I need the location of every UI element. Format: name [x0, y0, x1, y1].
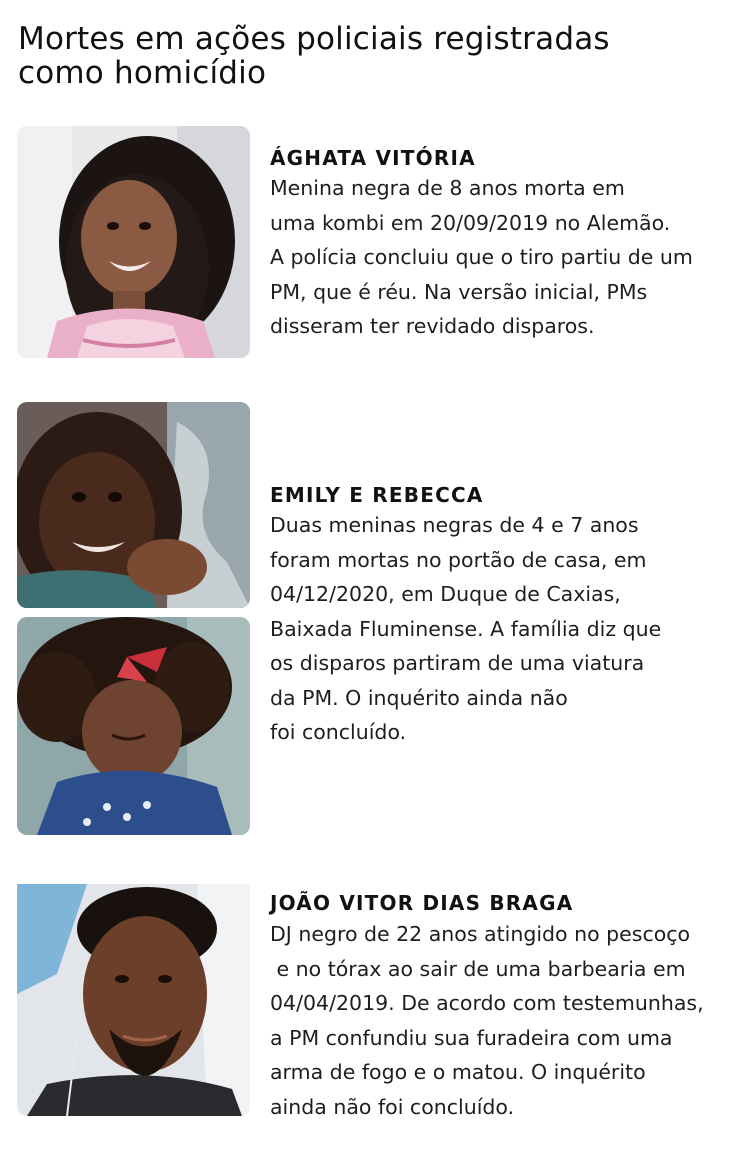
case-text-line: ainda não foi concluído. [270, 1094, 515, 1119]
case-text-line: DJ negro de 22 anos atingido no pescoço [270, 922, 691, 946]
case-text-line: a PM confundiu sua furadeira com uma [270, 1025, 673, 1050]
case-text-line: disseram ter revidado disparos. [270, 314, 595, 338]
case-description-joao-vitor [270, 917, 745, 1124]
case-text-line: Duas meninas negras de 4 e 7 anos [270, 513, 639, 537]
case-text-line: uma kombi em 20/09/2019 no Alemão. [270, 210, 671, 235]
case-description-emily-rebecca [270, 508, 745, 750]
case-text-line: da PM. O inquérito ainda não [270, 685, 568, 710]
page-title [18, 22, 718, 90]
case-text-line: foram mortas no portão de casa, em [270, 547, 647, 572]
case-text-line: e no tórax ao sair de uma barbearia em [270, 956, 686, 981]
photo-emily [17, 402, 250, 608]
case-text-line: 04/12/2020, em Duque de Caxias, [270, 582, 621, 606]
page-title-line-2: como homicídio [18, 55, 267, 91]
photo-rebecca [17, 617, 250, 835]
case-text-line: PM, que é réu. Na versão inicial, PMs [270, 279, 648, 304]
case-text-line: arma de fogo e o matou. O inquérito [270, 1060, 646, 1084]
case-text-line: A polícia concluiu que o tiro partiu de um [270, 245, 693, 269]
page-title-line-1: Mortes em ações policiais registradas [18, 21, 610, 57]
photo-aghata [17, 126, 250, 358]
case-name-aghata: ÁGHATA VITÓRIA [270, 146, 476, 170]
case-text-line: Menina negra de 8 anos morta em [270, 176, 625, 200]
case-text-line: os disparos partiram de uma viatura [270, 651, 645, 675]
case-description-aghata [270, 171, 745, 344]
case-name-joao-vitor: JOÃO VITOR DIAS BRAGA [270, 891, 574, 915]
case-text-line: 04/04/2019. De acordo com testemunhas, [270, 991, 704, 1015]
photo-joao-vitor [17, 884, 250, 1116]
case-text-line: Baixada Fluminense. A família diz que [270, 616, 662, 641]
case-name-emily-rebecca: EMILY E REBECCA [270, 483, 484, 507]
case-text-line: foi concluído. [270, 720, 407, 744]
